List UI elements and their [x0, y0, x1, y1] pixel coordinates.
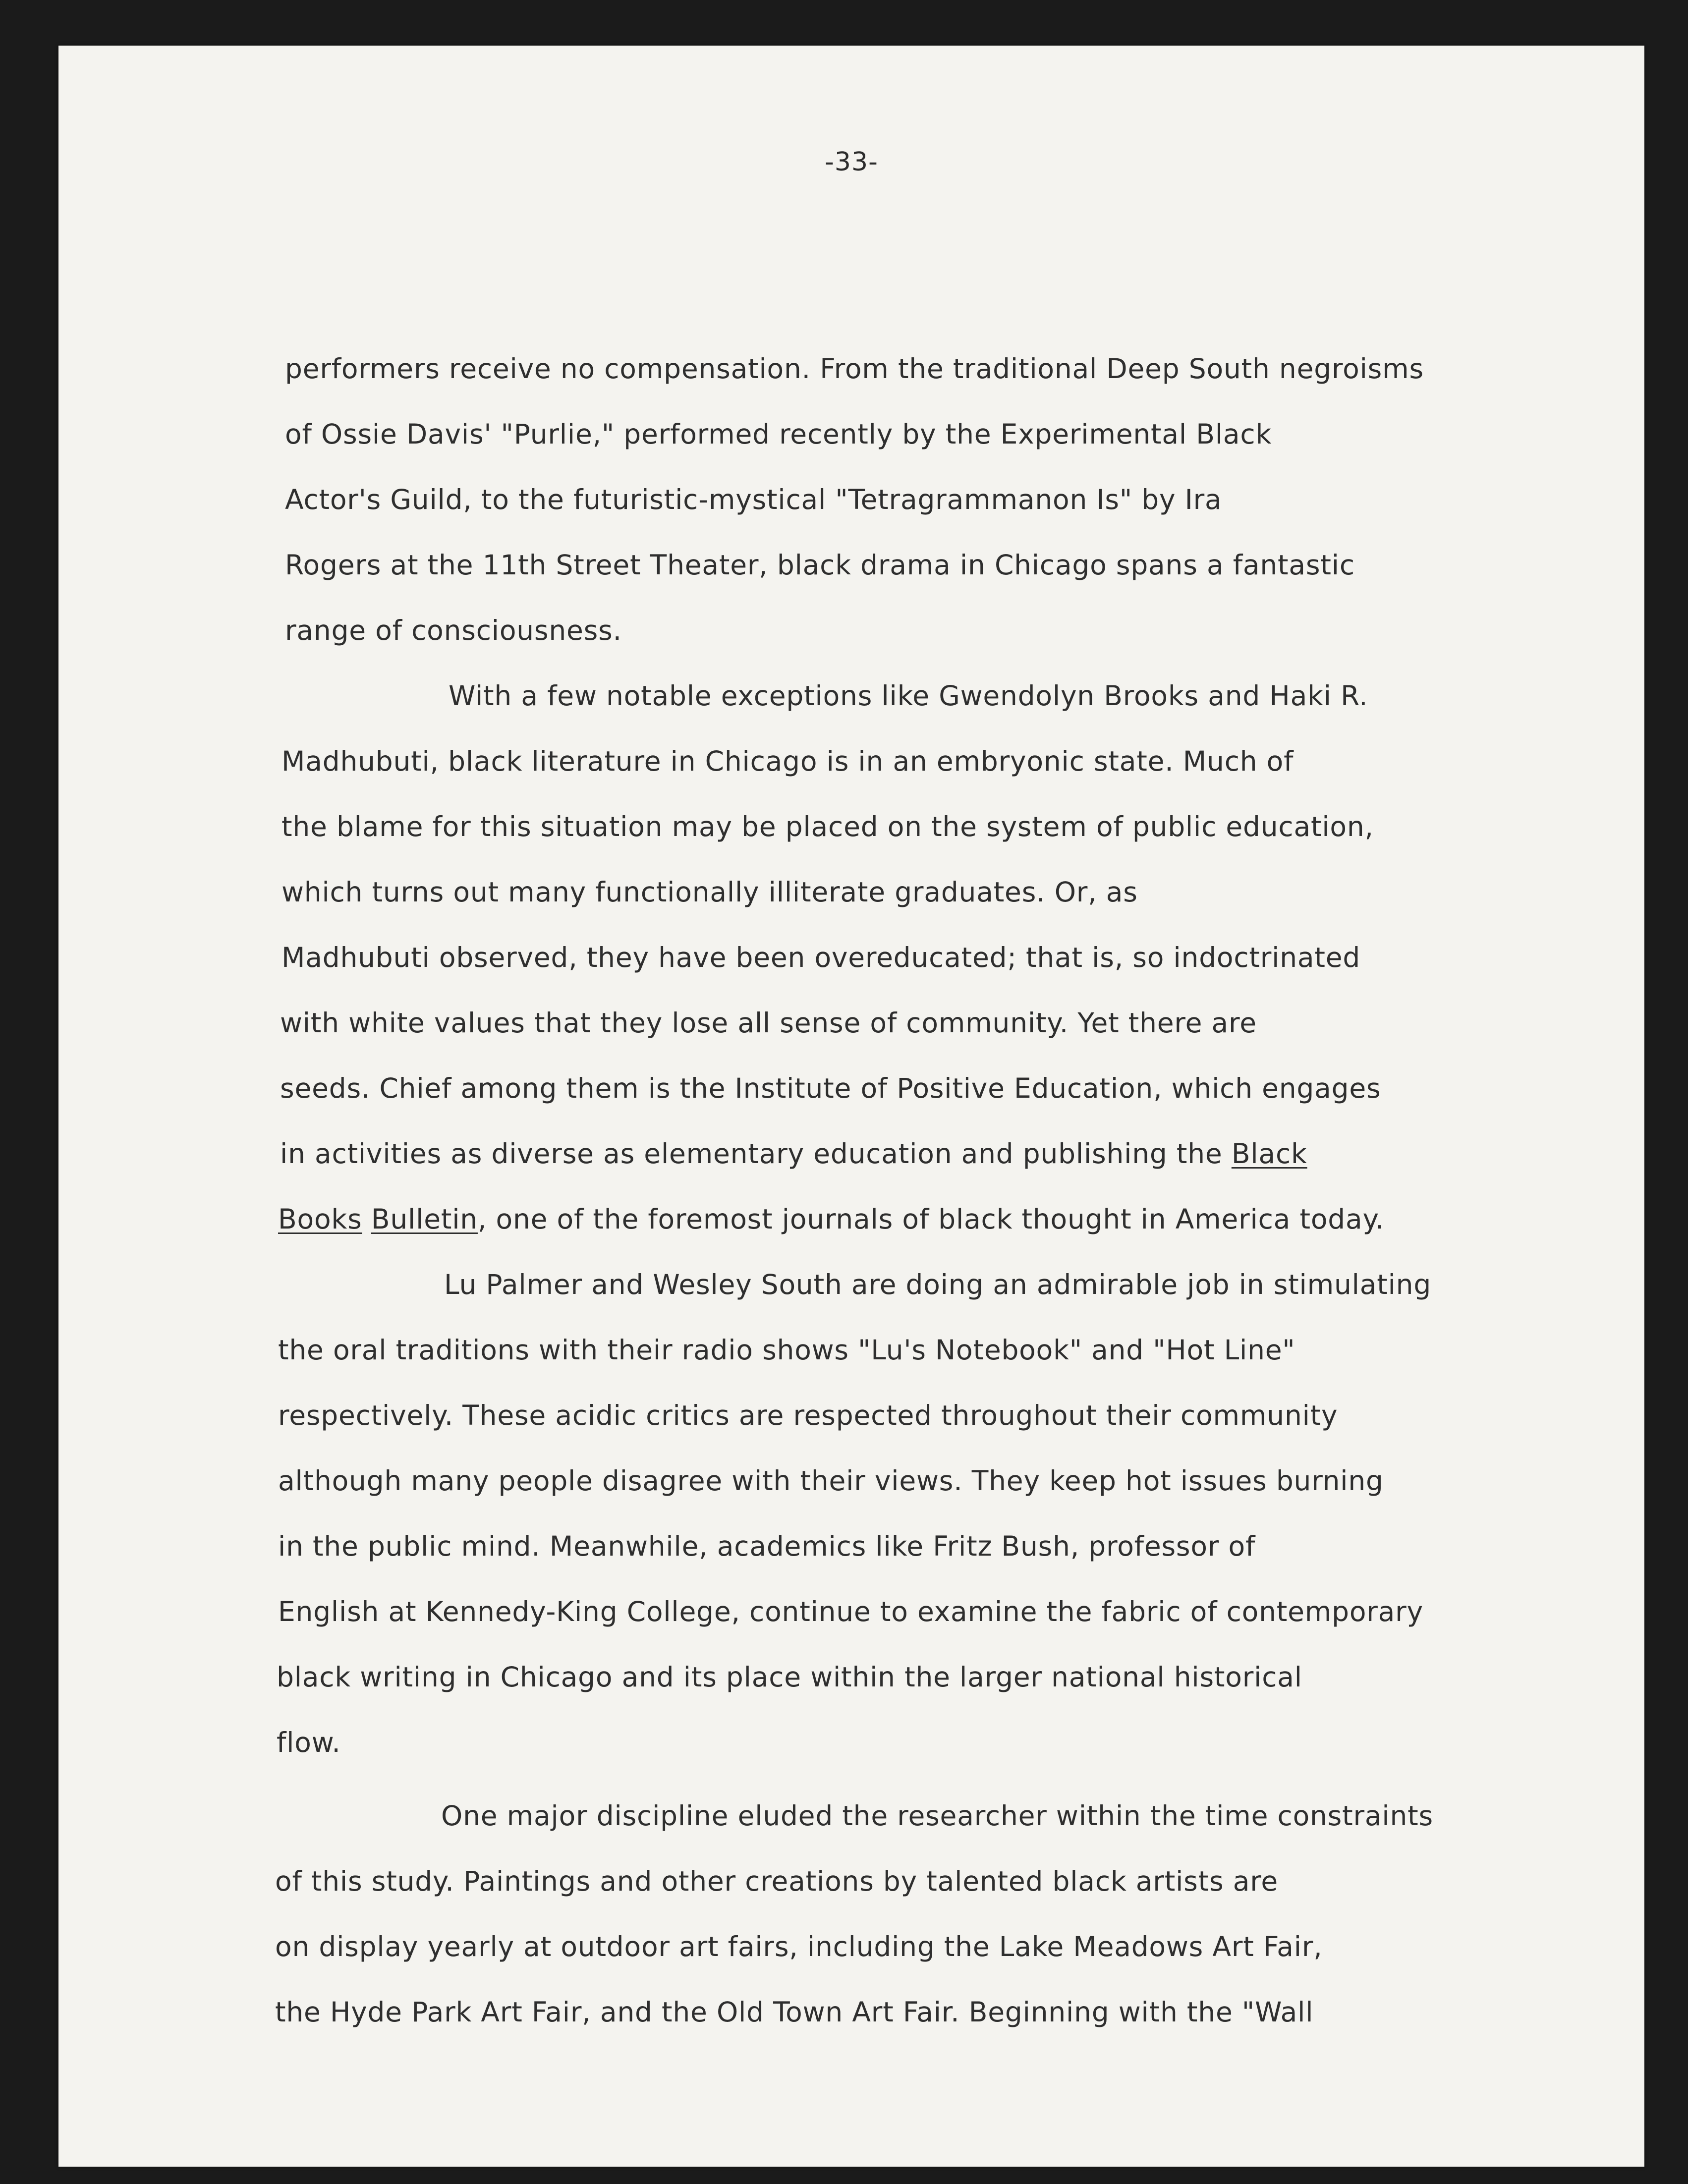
text-line: respectively. These acidic critics are respected throughout their community	[278, 1400, 1338, 1431]
text-line: of this study. Paintings and other creations by talented black artists are	[275, 1865, 1279, 1897]
text-line: With a few notable exceptions like Gwendolyn Brooks and Haki R.	[449, 680, 1368, 712]
text-line: black writing in Chicago and its place within the larger national historical	[277, 1661, 1302, 1693]
text-line: seeds. Chief among them is the Institute of Positive Education, which engages	[280, 1072, 1381, 1104]
underlined-title: Black	[1231, 1138, 1307, 1170]
text-line: Madhubuti, black literature in Chicago is in an embryonic state. Much of	[281, 745, 1294, 777]
text-line: of Ossie Davis' "Purlie," performed recently by the Experimental Black	[285, 418, 1272, 450]
text-line-content: , one of the foremost journals of black thought in America today.	[477, 1203, 1385, 1235]
text-line: One major discipline eluded the researcher within the time constraints	[441, 1800, 1433, 1832]
text-line	[280, 1140, 1307, 1168]
text-line: although many people disagree with their views. They keep hot issues burning	[278, 1465, 1384, 1497]
text-line: the oral traditions with their radio shows "Lu's Notebook" and "Hot Line"	[278, 1334, 1295, 1366]
text-line: the Hyde Park Art Fair, and the Old Town Art Fair. Beginning with the "Wall	[275, 1996, 1314, 2028]
text-line: on display yearly at outdoor art fairs, including the Lake Meadows Art Fair,	[275, 1931, 1323, 1962]
text-line: performers receive no compensation. From the traditional Deep South negroisms	[285, 353, 1424, 385]
underlined-title: Bulletin	[371, 1203, 478, 1235]
page-number: -33-	[825, 147, 878, 177]
text-line: in the public mind. Meanwhile, academics like Fritz Bush, professor of	[278, 1530, 1256, 1562]
text-line: Rogers at the 11th Street Theater, black drama in Chicago spans a fantastic	[285, 549, 1355, 581]
text-line	[278, 1203, 1385, 1235]
text-line: Madhubuti observed, they have been overeducated; that is, so indoctrinated	[281, 942, 1361, 973]
document-page	[58, 46, 1644, 2167]
text-line-content: in activities as diverse as elementary education and publishing the	[280, 1138, 1232, 1170]
underlined-title: Books	[278, 1203, 362, 1235]
text-line: flow.	[277, 1727, 341, 1758]
text-line: English at Kennedy-King College, continue to examine the fabric of contemporary	[278, 1596, 1423, 1627]
text-line: Lu Palmer and Wesley South are doing an admirable job in stimulating	[444, 1269, 1432, 1300]
text-line: the blame for this situation may be placed on the system of public education,	[281, 811, 1374, 842]
text-line: Actor's Guild, to the futuristic-mystical "Tetragrammanon Is" by Ira	[285, 484, 1222, 515]
text-line: with white values that they lose all sense of community. Yet there are	[280, 1007, 1257, 1039]
text-line: range of consciousness.	[285, 615, 622, 646]
text-line: which turns out many functionally illiterate graduates. Or, as	[281, 876, 1138, 908]
